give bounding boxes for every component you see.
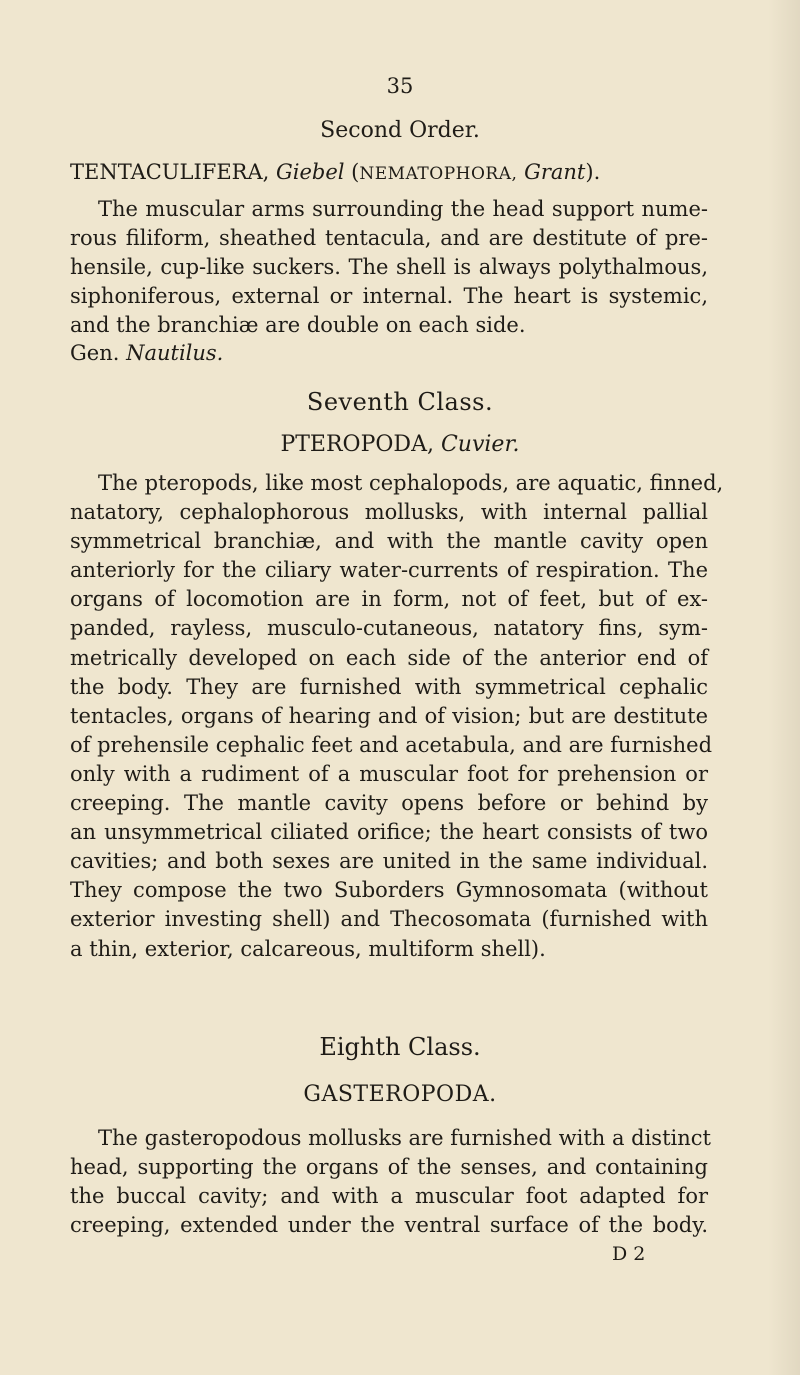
group-authority: Giebel	[275, 160, 345, 184]
text-line: a thin, exterior, calcareous, multiform shell).	[70, 936, 546, 961]
gasteropoda-description	[70, 1124, 711, 1240]
text-line: head, supporting the organs of the senses, and containing	[70, 1155, 708, 1180]
text-line: natatory, cephalophorous mollusks, with internal pallial	[70, 500, 708, 525]
class-authority: Cuvier.	[440, 432, 520, 457]
text-line: anteriorly for the ciliary water-currents of respiration. The	[70, 558, 708, 583]
alt-group-authority: Grant	[524, 160, 586, 184]
text-line: cavities; and both sexes are united in the same individual.	[70, 849, 708, 874]
text-line: exterior investing shell) and Thecosomata (furnished with	[70, 907, 708, 932]
gasteropoda-heading: GASTEROPODA.	[303, 1082, 497, 1107]
text-line: hensile, cup-like suckers. The shell is always polythalmous,	[70, 255, 708, 280]
class-name: PTEROPODA,	[280, 432, 434, 457]
pteropoda-heading	[0, 432, 800, 457]
text-line: panded, rayless, musculo-cutaneous, natatory fins, sym-	[70, 616, 708, 641]
text-line: and the branchiæ are double on each side.	[70, 313, 526, 338]
text-line: organs of locomotion are in form, not of feet, but of ex-	[70, 587, 708, 612]
text-line: The pteropods, like most cephalopods, are aquatic, finned,	[98, 471, 724, 495]
text-line: creeping, extended under the ventral surface of the body.	[70, 1213, 708, 1238]
signature-mark: D 2	[612, 1243, 646, 1265]
text-line: The gasteropodous mollusks are furnished with a distinct	[98, 1126, 711, 1150]
genus-label: Gen.	[70, 341, 120, 365]
text-line: They compose the two Suborders Gymnosomata (without	[70, 878, 708, 903]
text-line: The muscular arms surrounding the head support nume-	[98, 197, 708, 221]
text-line: tentacles, organs of hearing and of vision; but are destitute	[70, 703, 708, 728]
group-name: TENTACULIFERA,	[70, 160, 270, 184]
text-line: the body. They are furnished with symmetrical cephalic	[70, 674, 708, 699]
alt-group-name: NEMATOPHORA,	[359, 164, 518, 184]
text-line: only with a rudiment of a muscular foot for prehension or	[70, 761, 708, 786]
tentaculifera-heading: TENTACULIFERA, Giebel (NEMATOPHORA, Grant).	[70, 160, 601, 184]
eighth-class-heading: Eighth Class.	[319, 1033, 481, 1061]
pteropoda-description	[70, 469, 724, 964]
page-number: 35	[386, 74, 414, 98]
text-line: siphoniferous, external or internal. The heart is systemic,	[70, 284, 708, 309]
genus-line	[70, 341, 223, 365]
text-line: of prehensile cephalic feet and acetabula, and are furnished	[70, 732, 713, 757]
text-line: an unsymmetrical ciliated orifice; the heart consists of two	[70, 820, 708, 845]
text-line: rous filiform, sheathed tentacula, and are destitute of pre-	[70, 226, 708, 251]
text-line: the buccal cavity; and with a muscular foot adapted for	[70, 1184, 708, 1209]
genus-name: Nautilus.	[126, 341, 224, 365]
text-line: creeping. The mantle cavity opens before or behind by	[70, 791, 708, 816]
order-heading: Second Order.	[320, 118, 480, 143]
text-line: symmetrical branchiæ, and with the mantle cavity open	[70, 529, 708, 554]
tentaculifera-description	[70, 195, 708, 340]
text-line: metrically developed on each side of the anterior end of	[70, 645, 708, 670]
seventh-class-heading: Seventh Class.	[306, 388, 494, 416]
